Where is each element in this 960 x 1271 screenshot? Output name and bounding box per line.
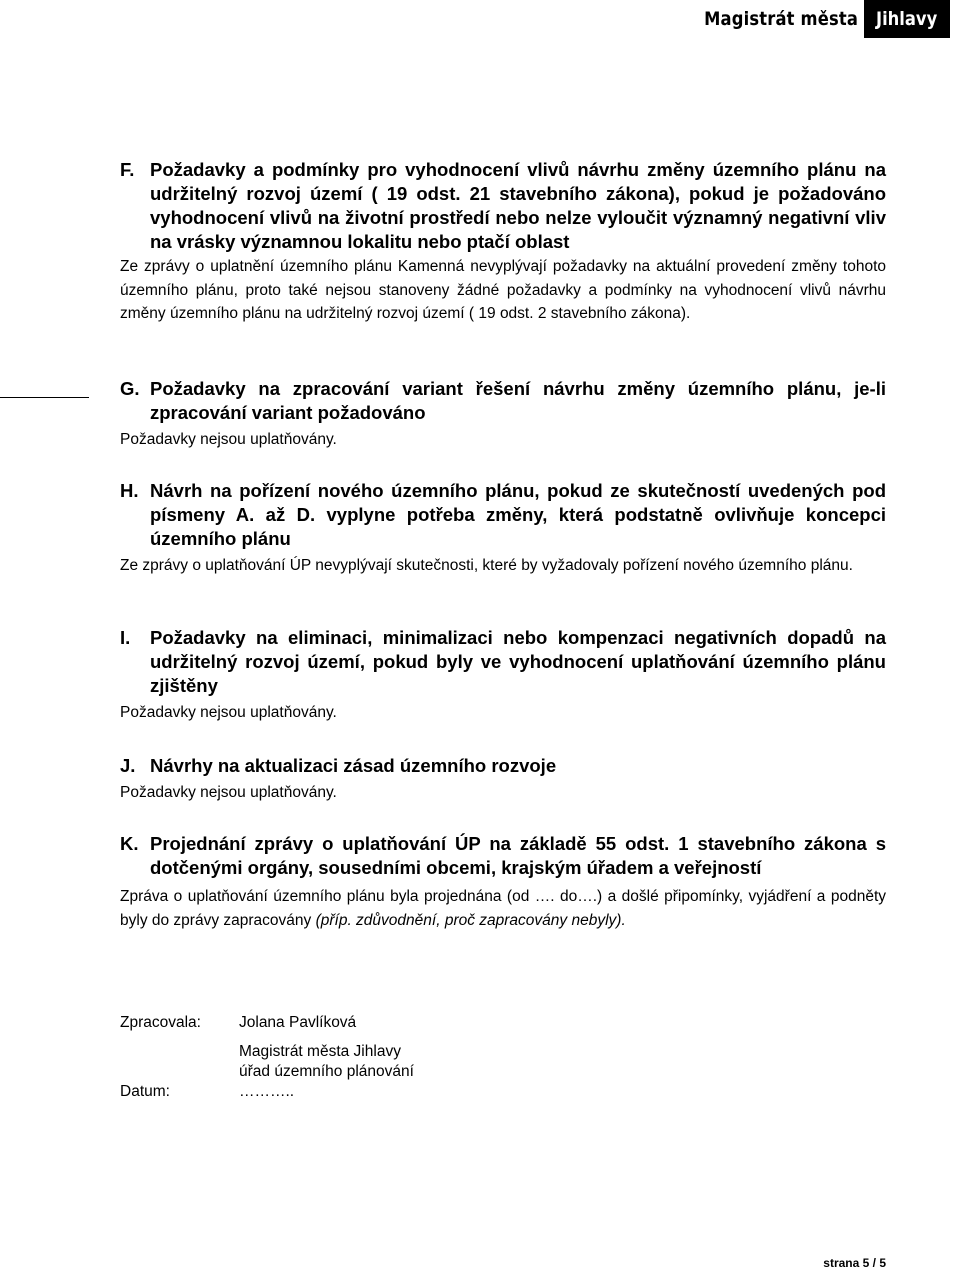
section-h-body: Ze zprávy o uplatňování ÚP nevyplývají skutečnosti, které by vyžadovaly pořízení nového územního plánu. [120, 557, 853, 574]
logo-text: Magistrát města [704, 8, 858, 30]
org-line-2: úřad územního plánování [239, 1063, 414, 1080]
section-f-letter: F. [120, 159, 135, 180]
section-g-title: Požadavky na zpracování variant řešení návrhu změny územního plánu, je-li zpracování variant požadováno [150, 378, 886, 423]
section-f-body: Ze zprávy o uplatnění územního plánu Kamenná nevyplývají požadavky na aktuální provedení změny tohoto územního plánu, proto také nejsou stanoveny žádné požadavky a podmínky na vyhodnocení vlivů návrhu změny územního plánu na udržitelný rozvoj území ( 19 odst. 2 stavebního zákona). [120, 258, 886, 322]
section-k [120, 832, 886, 932]
section-f-title: Požadavky a podmínky pro vyhodnocení vlivů návrhu změny územního plánu na udržitelný rozvoj území ( 19 odst. 21 stavebního zákona), pokud je požadováno vyhodnocení vlivů na životní prostředí nebo nelze vyloučit významný negativní vliv na vrásky významnou lokalitu nebo ptačí oblast [150, 159, 886, 252]
section-k-body-italic: (příp. zdůvodnění, proč zapracovány nebyly). [315, 911, 626, 929]
section-g-heading [120, 377, 886, 425]
section-i-title: Požadavky na eliminaci, minimalizaci nebo kompenzaci negativních dopadů na udržitelný rozvoj území, pokud byly ve vyhodnocení uplatňování územního plánu zjištěny [150, 627, 886, 696]
prepared-label: Zpracovala: [120, 1014, 201, 1031]
section-k-heading [120, 832, 886, 880]
section-i-letter: I. [120, 627, 131, 648]
section-i [120, 626, 886, 725]
section-g-body: Požadavky nejsou uplatňovány. [120, 431, 337, 448]
section-j-heading [120, 754, 886, 778]
page-number: strana 5 / 5 [823, 1256, 886, 1270]
section-g [120, 377, 886, 452]
section-g-letter: G. [120, 378, 140, 399]
section-j-title: Návrhy na aktualizaci zásad územního rozvoje [150, 755, 557, 776]
section-k-letter: K. [120, 833, 139, 854]
section-h-heading [120, 479, 886, 551]
section-k-title: Projednání zprávy o uplatňování ÚP na základě 55 odst. 1 stavebního zákona s dotčenými orgány, sousedními obcemi, krajským úřadem a veřejností [150, 833, 886, 878]
section-j-letter: J. [120, 755, 136, 776]
section-k-body [120, 885, 886, 932]
section-i-body: Požadavky nejsou uplatňovány. [120, 704, 337, 721]
section-h [120, 479, 886, 578]
logo-box-text: Jihlavy [876, 8, 938, 30]
margin-rule [0, 397, 89, 398]
section-f [120, 158, 886, 326]
section-i-heading [120, 626, 886, 698]
section-j-body: Požadavky nejsou uplatňovány. [120, 784, 337, 801]
prepared-name: Jolana Pavlíková [239, 1014, 357, 1031]
date-label: Datum: [120, 1083, 170, 1100]
header-logo [679, 0, 950, 38]
section-j [120, 754, 886, 805]
logo-box [864, 0, 950, 38]
org-line-1: Magistrát města Jihlavy [239, 1043, 401, 1060]
section-k-body-text: Zpráva o uplatňování územního plánu byla projednána (od …. do….) a došlé připomínky, vyjádření a podněty byly do zprávy zapracovány [120, 888, 886, 929]
date-value: ……….. [239, 1083, 295, 1100]
section-f-heading [120, 158, 886, 254]
section-h-title: Návrh na pořízení nového územního plánu, pokud ze skutečností uvedených pod písmeny A. až D. vyplyne potřeba změny, která podstatně ovlivňuje koncepci územního plánu [150, 480, 886, 549]
section-h-letter: H. [120, 480, 139, 501]
